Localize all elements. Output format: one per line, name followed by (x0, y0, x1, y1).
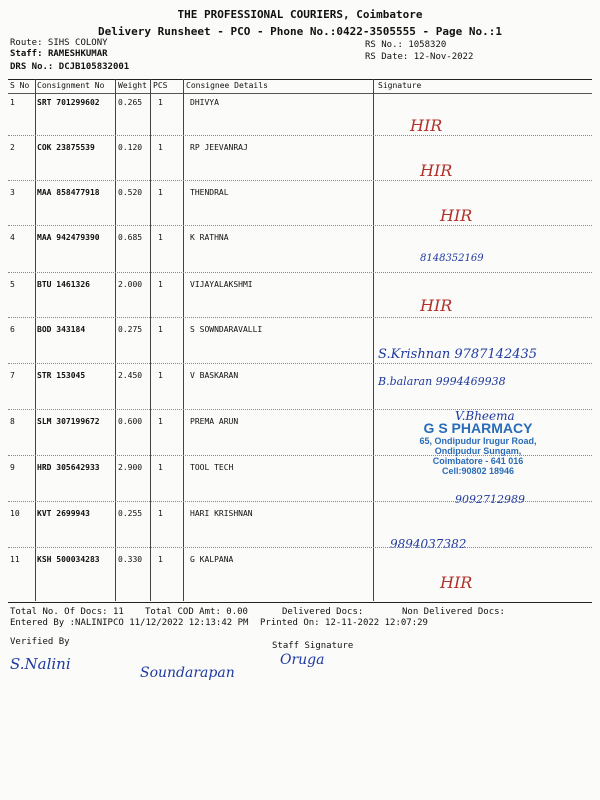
stamp-line: Ondipudur Sungam, (434, 446, 522, 456)
row-consignee: VIJAYALAKSHMI (190, 280, 253, 289)
row-pcs: 1 (158, 555, 163, 564)
staff-signature: Oruga (280, 652, 325, 668)
staff-label: Staff: (10, 49, 43, 59)
row-consignee: K RATHNA (190, 233, 229, 242)
row-consignment-no: KSH 500034283 (37, 555, 100, 564)
stamp-name: G S PHARMACY (423, 420, 533, 436)
row-sno: 9 (10, 463, 15, 472)
rs-date: RS Date: 12-Nov-2022 (365, 52, 474, 62)
row-weight: 2.900 (118, 463, 143, 472)
row-sno: 3 (10, 188, 15, 197)
row-pcs: 1 (158, 233, 163, 242)
col-divider (150, 79, 151, 601)
row-sno: 8 (10, 417, 15, 426)
row-weight: 0.265 (118, 98, 143, 107)
row-consignee: TOOL TECH (190, 463, 234, 472)
row-pcs: 1 (158, 188, 163, 197)
row-pcs: 1 (158, 417, 163, 426)
verified-signature-2: Soundarapan (140, 665, 235, 681)
row-signature: HIR (420, 161, 453, 180)
row-sno: 11 (10, 555, 20, 564)
row-weight: 2.450 (118, 371, 143, 380)
row-sno: 7 (10, 371, 15, 380)
row-consignee: PREMA ARUN (190, 417, 239, 426)
row-divider (8, 363, 592, 364)
row-consignee: RP JEEVANRAJ (190, 143, 248, 152)
row-pcs: 1 (158, 280, 163, 289)
row-sno: 10 (10, 509, 20, 518)
col-signature: Signature (378, 81, 422, 90)
row-weight: 0.330 (118, 555, 143, 564)
route-text: Route: SIHS COLONY (10, 38, 108, 48)
drs-line (10, 62, 129, 72)
row-consignment-no: STR 153045 (37, 371, 86, 380)
row-pcs: 1 (158, 325, 163, 334)
row-signature: B.balaran 9994469938 (378, 375, 506, 388)
row-consignee: THENDRAL (190, 188, 229, 197)
row-consignment-no: BTU 1461326 (37, 280, 90, 289)
row-weight: 0.600 (118, 417, 143, 426)
printed-on: Printed On: 12-11-2022 12:07:29 (260, 618, 428, 628)
rs-number: RS No.: 1058320 (365, 40, 447, 50)
row-consignee: G KALPANA (190, 555, 234, 564)
row-divider (8, 225, 592, 226)
col-divider (373, 79, 374, 601)
row-signature: 9894037382 (390, 537, 467, 551)
row-divider (8, 547, 592, 548)
header-divider (8, 93, 592, 94)
row-pcs: 1 (158, 143, 163, 152)
row-sno: 2 (10, 143, 15, 152)
col-divider (35, 79, 36, 601)
pharmacy-stamp (378, 420, 578, 490)
drs-label: DRS No.: (10, 62, 54, 72)
row-consignment-no: MAA 858477918 (37, 188, 100, 197)
row-divider (8, 135, 592, 136)
row-weight: 0.685 (118, 233, 143, 242)
row-weight: 2.000 (118, 280, 143, 289)
col-consignee: Consignee Details (186, 81, 268, 90)
row-sno: 4 (10, 233, 15, 242)
staff-line (10, 49, 108, 59)
row-consignee: V BASKARAN (190, 371, 239, 380)
row-signature: 9092712989 (455, 493, 525, 506)
delivered-docs: Delivered Docs: (282, 607, 364, 617)
row-consignee: S SOWNDARAVALLI (190, 325, 263, 334)
total-docs: Total No. Of Docs: 11 (10, 607, 124, 617)
row-divider (8, 409, 592, 410)
col-divider (183, 79, 184, 601)
row-sno: 1 (10, 98, 15, 107)
row-divider (8, 317, 592, 318)
stamp-line: Coimbatore - 641 016 (432, 456, 524, 466)
col-consignment: Consignment No (37, 81, 105, 90)
page-title: THE PROFESSIONAL COURIERS, Coimbatore (177, 8, 423, 21)
row-consignment-no: BOD 343184 (37, 325, 86, 334)
total-cod: Total COD Amt: 0.00 (145, 607, 248, 617)
row-pcs: 1 (158, 463, 163, 472)
row-consignment-no: SRT 701299602 (37, 98, 100, 107)
row-pcs: 1 (158, 98, 163, 107)
row-weight: 0.520 (118, 188, 143, 197)
col-pcs: PCS (153, 81, 168, 90)
runsheet-table (8, 79, 592, 603)
row-weight: 0.255 (118, 509, 143, 518)
row-signature: HIR (440, 573, 473, 592)
row-pcs: 1 (158, 371, 163, 380)
row-signature: HIR (410, 116, 443, 135)
col-weight: Weight (118, 81, 147, 90)
row-signature: HIR (440, 206, 473, 225)
row-divider (8, 272, 592, 273)
row-pcs: 1 (158, 509, 163, 518)
row-consignee: DHIVYA (190, 98, 219, 107)
stamp-line: Cell:90802 18946 (441, 466, 515, 476)
row-consignment-no: MAA 942479390 (37, 233, 100, 242)
stamp-line: 65, Ondipudur Irugur Road, (419, 436, 537, 446)
staff-signature-label: Staff Signature (272, 641, 354, 651)
entered-by: Entered By :NALINIPCO 11/12/2022 12:13:42 PM (10, 618, 249, 628)
verified-signature-1: S.Nalini (10, 655, 71, 673)
row-consignee: HARI KRISHNAN (190, 509, 253, 518)
row-weight: 0.275 (118, 325, 143, 334)
row-sno: 6 (10, 325, 15, 334)
row-consignment-no: SLM 307199672 (37, 417, 100, 426)
row-signature: S.Krishnan 9787142435 (378, 347, 538, 362)
staff-name: RAMESHKUMAR (47, 49, 108, 59)
row-signature: HIR (420, 296, 453, 315)
row-consignment-no: HRD 305642933 (37, 463, 100, 472)
verified-by-label: Verified By (10, 637, 70, 647)
row-signature: 8148352169 (420, 253, 484, 264)
page-subtitle: Delivery Runsheet - PCO - Phone No.:0422-3505555 - Page No.:1 (98, 25, 502, 38)
row-sno: 5 (10, 280, 15, 289)
row-weight: 0.120 (118, 143, 143, 152)
row-consignment-no: COK 23875539 (37, 143, 95, 152)
drs-number: DCJB105832001 (58, 62, 130, 72)
row-divider (8, 501, 592, 502)
col-divider (115, 79, 116, 601)
row-signature: V.Bheema (455, 409, 515, 423)
non-delivered-docs: Non Delivered Docs: (402, 607, 505, 617)
row-consignment-no: KVT 2699943 (37, 509, 90, 518)
row-divider (8, 180, 592, 181)
col-sno: S No (10, 81, 30, 90)
